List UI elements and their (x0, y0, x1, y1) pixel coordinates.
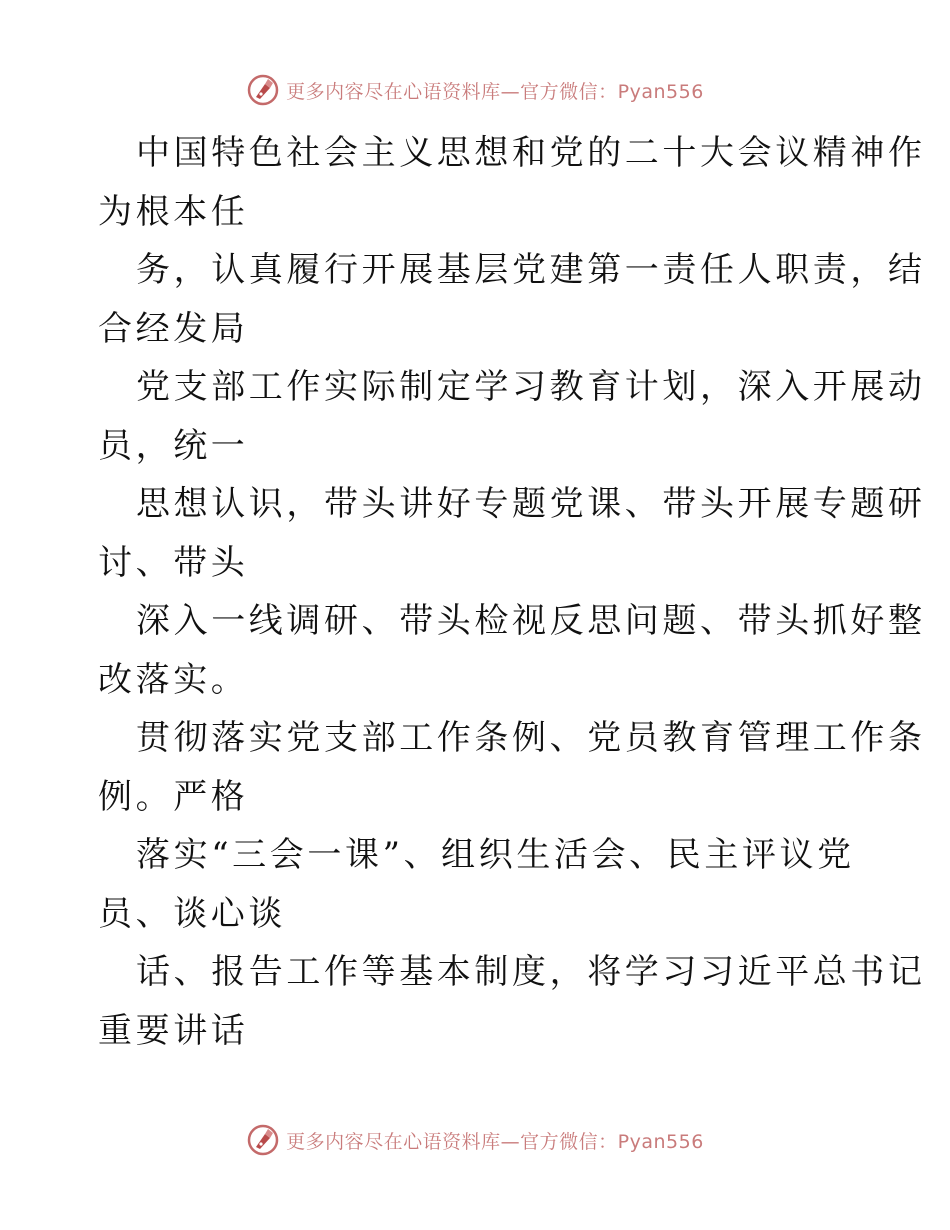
text-line: 改落实。 (98, 659, 249, 700)
pen-nib-circle-icon (246, 73, 280, 107)
text-line: 深入一线调研、带头检视反思问题、带头抓好整 (136, 601, 926, 641)
footer-watermark (0, 1120, 950, 1160)
text-line: 员，统一 (98, 425, 249, 466)
watermark-wechat-id: Pyan556 (617, 80, 704, 103)
text-line: 落实“三会一课”、组织生活会、民主评议党 (136, 835, 855, 875)
pen-nib-circle-icon (246, 1123, 280, 1157)
text-line: 贯彻落实党支部工作条例、党员教育管理工作条 (136, 718, 926, 758)
text-line: 为根本任 (98, 191, 249, 232)
text-line: 重要讲话 (98, 1010, 249, 1051)
text-line: 思想认识，带头讲好专题党课、带头开展专题研 (136, 484, 926, 524)
document-body (98, 124, 926, 1060)
text-line: 中国特色社会主义思想和党的二十大会议精神作 (136, 133, 926, 173)
text-line: 例。严格 (98, 776, 249, 817)
text-line: 合经发局 (98, 308, 249, 349)
text-line: 话、报告工作等基本制度，将学习习近平总书记 (136, 952, 926, 992)
text-line: 党支部工作实际制定学习教育计划，深入开展动 (136, 367, 926, 407)
watermark-wechat-id: Pyan556 (617, 1130, 704, 1153)
header-watermark (0, 70, 950, 110)
text-line: 员、谈心谈 (98, 893, 286, 934)
text-line: 讨、带头 (98, 542, 249, 583)
watermark-text: 更多内容尽在心语资料库—官方微信：Pyan556 (286, 1130, 704, 1153)
watermark-text: 更多内容尽在心语资料库—官方微信：Pyan556 (286, 80, 704, 103)
text-line: 务，认真履行开展基层党建第一责任人职责，结 (136, 250, 926, 290)
